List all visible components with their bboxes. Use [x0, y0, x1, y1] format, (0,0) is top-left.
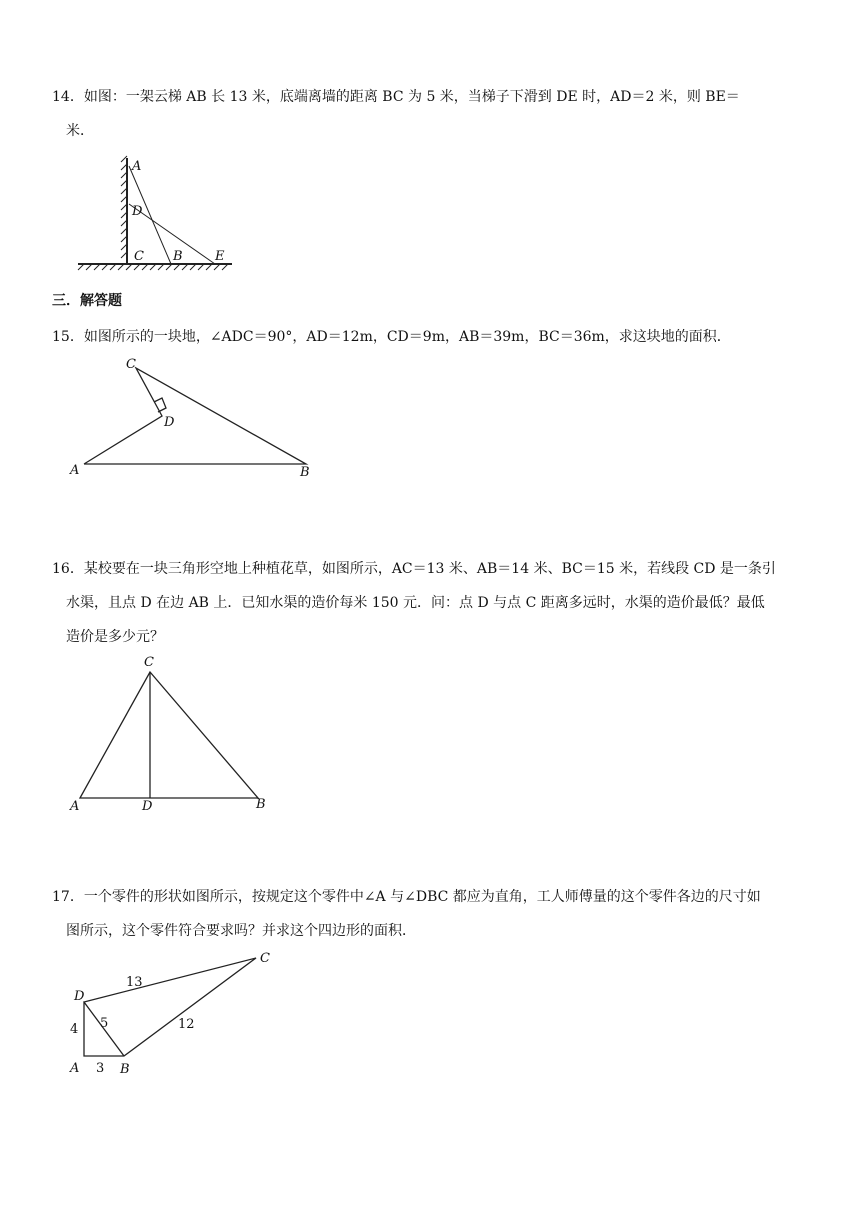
point-B-label: B — [173, 249, 183, 264]
figure-triangle-canal — [66, 652, 286, 818]
question-17-text-continued: 图所示，这个零件符合要求吗？并求这个四边形的面积． — [66, 923, 416, 939]
question-16 — [52, 552, 812, 654]
point-A-label: A — [70, 799, 80, 814]
question-17-text: 17．一个零件的形状如图所示，按规定这个零件中∠A 与∠DBC 都应为直角，工人师傅量的这个零件各边的尺寸如 — [52, 889, 761, 905]
section-heading: 三．解答题 — [52, 293, 122, 309]
point-C-label: C — [260, 951, 270, 966]
point-D-label: D — [142, 799, 153, 814]
length-DA-label: 4 — [70, 1022, 79, 1037]
point-E-label: E — [215, 249, 225, 264]
point-D-label: D — [164, 415, 175, 430]
point-D-label: D — [74, 989, 85, 1004]
question-16-text-end: 造价是多少元？ — [66, 629, 164, 645]
question-17 — [52, 880, 812, 948]
question-14-text-continued: 米． — [66, 123, 94, 139]
figure-ladder-wall — [70, 152, 240, 274]
point-C-label: C — [144, 655, 154, 670]
point-A-label: A — [70, 1061, 80, 1076]
point-B-label: B — [300, 465, 310, 480]
question-16-text: 16．某校要在一块三角形空地上种植花草，如图所示，AC＝13 米、AB＝14 米、BC＝15 米，若线段 CD 是一条引 — [52, 561, 776, 577]
figure-part-quadrilateral — [64, 946, 284, 1078]
question-15-text: 15．如图所示的一块地，∠ADC＝90°，AD＝12m，CD＝9m，AB＝39m，BC＝36m，求这块地的面积． — [52, 329, 731, 345]
question-15 — [52, 320, 812, 354]
figure-land-quadrilateral — [66, 352, 326, 482]
length-BC-label: 12 — [178, 1017, 195, 1032]
question-16-text-continued: 水渠，且点 D 在边 AB 上．已知水渠的造价每米 150 元．问：点 D 与点 C 距离多远时，水渠的造价最低？最低 — [66, 595, 765, 611]
point-B-label: B — [256, 797, 266, 812]
point-C-label: C — [126, 357, 136, 372]
point-B-label: B — [120, 1062, 130, 1077]
length-DC-label: 13 — [126, 975, 143, 990]
question-14-text: 14．如图：一架云梯 AB 长 13 米，底端离墙的距离 BC 为 5 米，当梯子下滑到 DE 时，AD＝2 米，则 BE＝ — [52, 89, 740, 105]
point-A-label: A — [132, 159, 142, 174]
point-C-label: C — [134, 249, 144, 264]
question-14 — [52, 80, 812, 148]
point-A-label: A — [70, 463, 80, 478]
length-DB-label: 5 — [100, 1016, 109, 1031]
point-D-label: D — [132, 204, 143, 219]
length-AB-label: 3 — [96, 1061, 105, 1076]
